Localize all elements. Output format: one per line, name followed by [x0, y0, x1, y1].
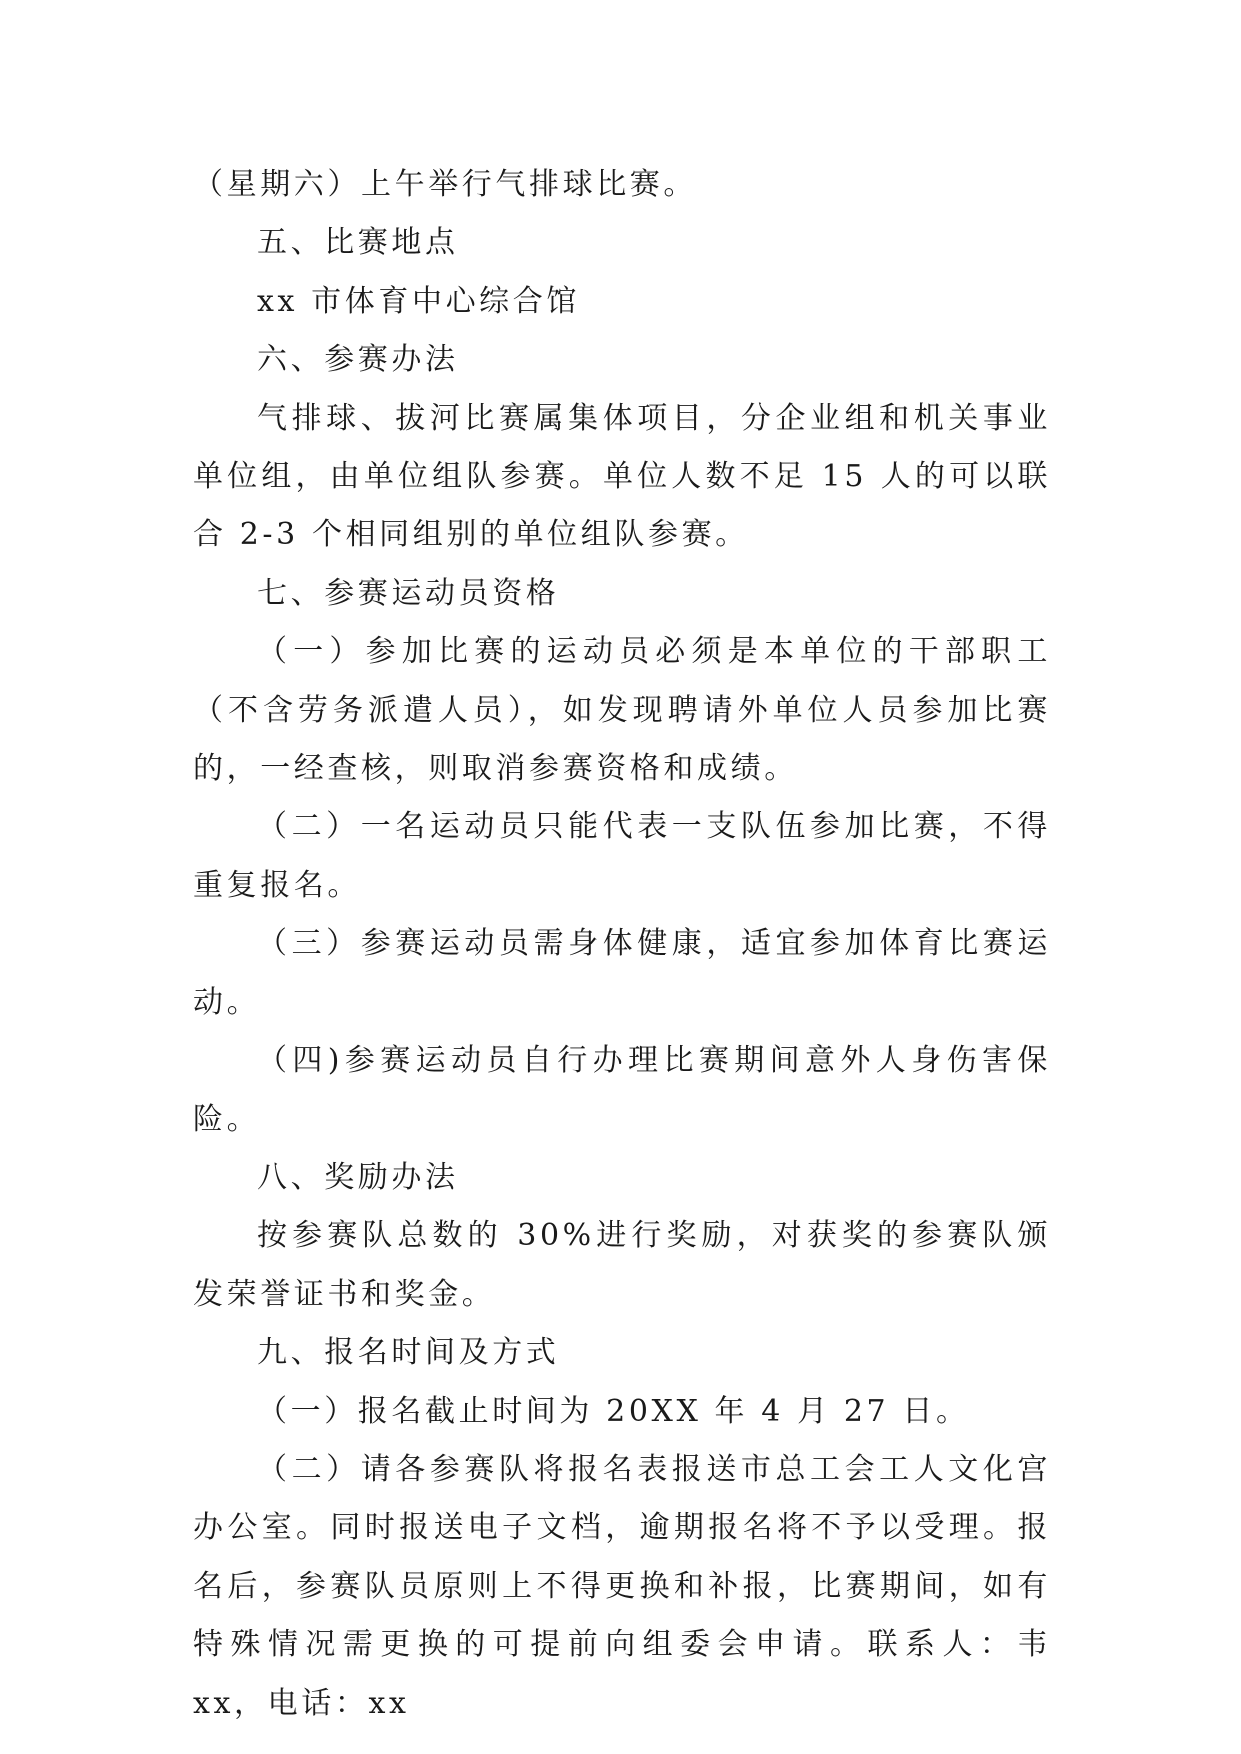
- paragraph-venue: xx 市体育中心综合馆: [257, 283, 580, 319]
- heading-eligibility: 七、参赛运动员资格: [257, 575, 560, 611]
- paragraph-registration-2: （二）请各参赛队将报名表报送市总工会工人文化宫办公室。同时报送电子文档，逾期报名将不予以受理。报名后，参赛队员原则上不得更换和补报，比赛期间，如有特殊情况需更换的可提前向组委会申请。联系人：韦 xx，电话：xx: [193, 1451, 1051, 1721]
- heading-awards: 八、奖励办法: [257, 1159, 459, 1195]
- paragraph-participation: 气排球、拔河比赛属集体项目，分企业组和机关事业单位组，由单位组队参赛。单位人数不足 15 人的可以联合 2-3 个相同组别的单位组队参赛。: [193, 400, 1051, 553]
- heading-participation: 六、参赛办法: [257, 342, 459, 378]
- paragraph-awards: 按参赛队总数的 30%进行奖励，对获奖的参赛队颁发荣誉证书和奖金。: [193, 1218, 1051, 1312]
- paragraph-continuation: （星期六）上午举行气排球比赛。: [193, 167, 697, 202]
- paragraph-eligibility-2: （二）一名运动员只能代表一支队伍参加比赛，不得重复报名。: [193, 809, 1051, 903]
- paragraph-eligibility-3: （三）参赛运动员需身体健康，适宜参加体育比赛运动。: [193, 926, 1051, 1020]
- paragraph-eligibility-1: （一）参加比赛的运动员必须是本单位的干部职工（不含劳务派遣人员），如发现聘请外单位人员参加比赛的，一经查核，则取消参赛资格和成绩。: [193, 634, 1051, 787]
- heading-registration: 九、报名时间及方式: [257, 1335, 560, 1371]
- paragraph-eligibility-4: （四)参赛运动员自行办理比赛期间意外人身伤害保险。: [193, 1043, 1051, 1137]
- paragraph-registration-1: （一）报名截止时间为 20XX 年 4 月 27 日。: [257, 1393, 970, 1429]
- document-body: [193, 156, 1051, 1733]
- heading-venue: 五、比赛地点: [257, 225, 459, 261]
